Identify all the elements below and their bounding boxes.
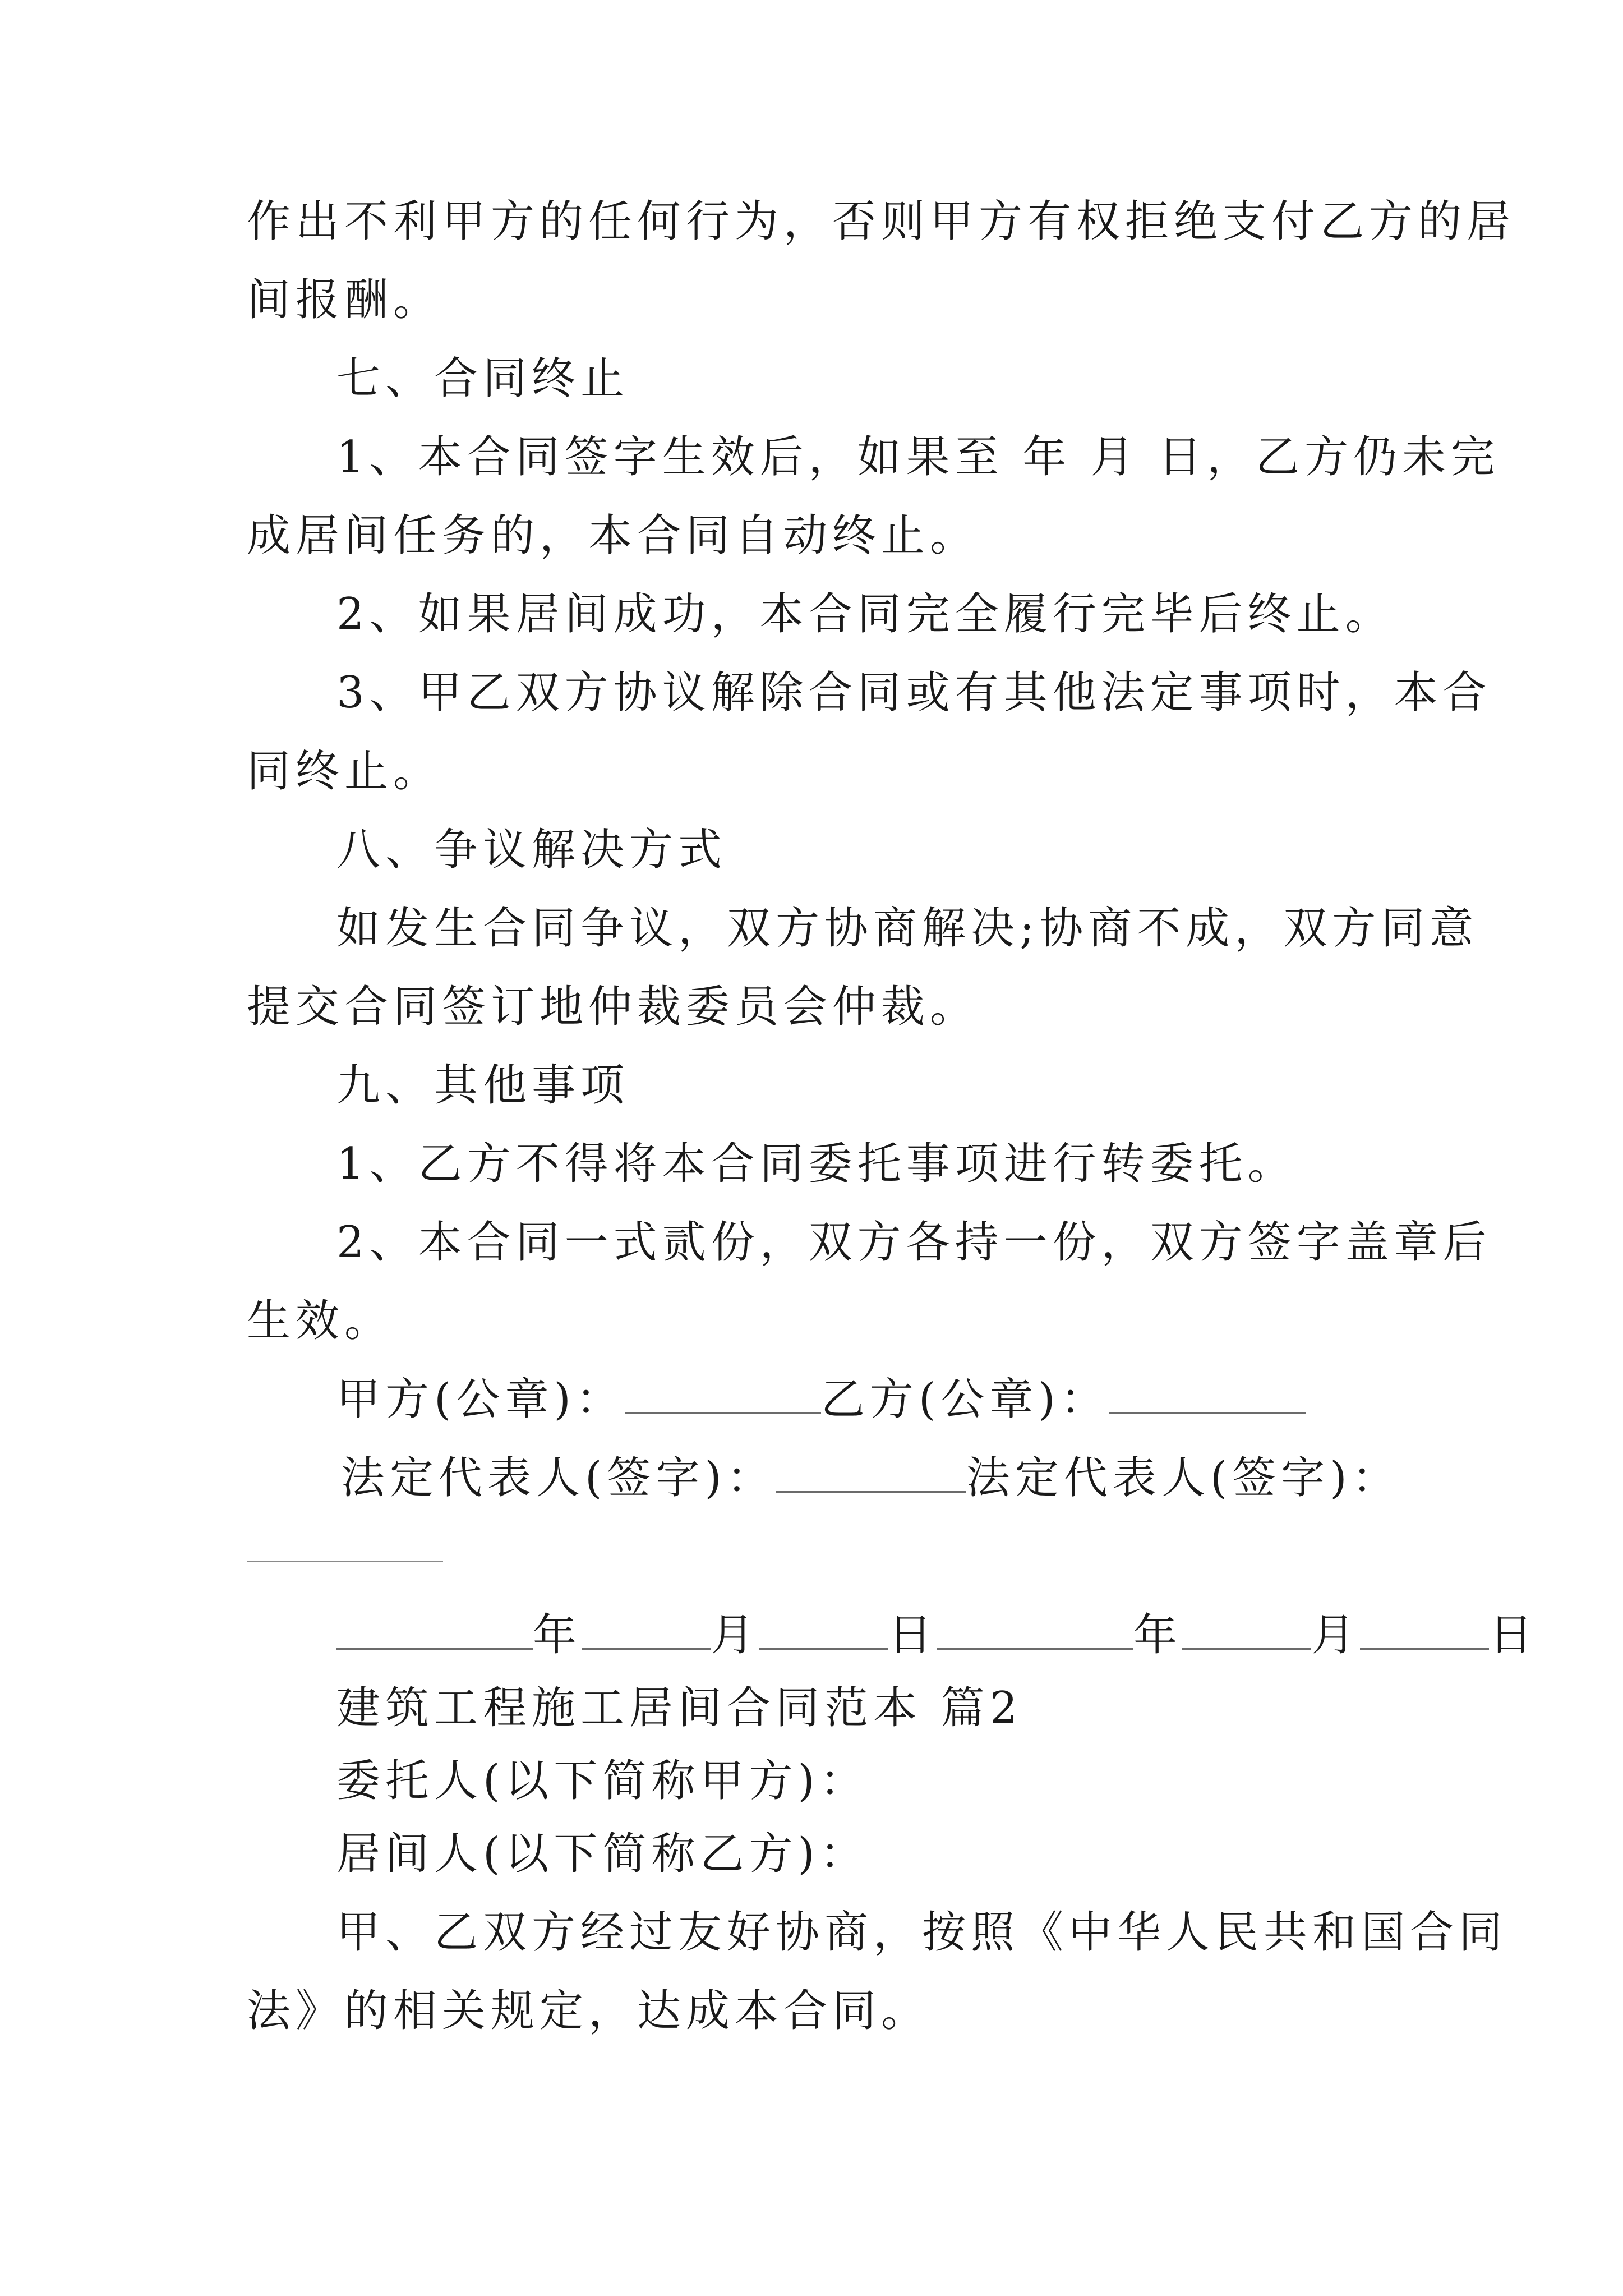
paragraph-line: 1、本合同签字生效后，如果至 年 月 日，乙方仍未完 [336, 432, 1500, 482]
day-label: 日 [888, 1610, 938, 1660]
party-a-year-blank [336, 1608, 533, 1650]
section-heading: 八、争议解决方式 [336, 825, 727, 875]
party-b-rep-label: 法定代表人(签字)： [966, 1453, 1401, 1503]
paragraph-line: 1、乙方不得将本合同委托事项进行转委托。 [336, 1139, 1297, 1189]
client-line: 委托人(以下简称甲方)： [336, 1756, 869, 1806]
party-b-rep-blank [247, 1559, 443, 1562]
party-b-seal-blank [1109, 1372, 1306, 1414]
party-a-month-blank [582, 1608, 711, 1650]
section-heading: 九、其他事项 [336, 1060, 630, 1111]
party-b-month-blank [1182, 1608, 1311, 1650]
day-label: 日 [1489, 1610, 1538, 1660]
party-a-seal-label: 甲方(公章)： [336, 1374, 625, 1425]
paragraph-line: 3、甲乙双方协议解除合同或有其他法定事项时，本合 [336, 668, 1492, 718]
party-a-rep-label: 法定代表人(签字)： [341, 1453, 776, 1503]
paragraph-line: 同终止。 [247, 746, 442, 797]
party-b-year-blank [937, 1608, 1133, 1650]
party-a-day-blank [759, 1608, 888, 1650]
paragraph-line: 2、本合同一式贰份，双方各持一份，双方签字盖章后 [336, 1217, 1492, 1268]
paragraph-line: 提交合同签订地仲裁委员会仲裁。 [247, 982, 979, 1032]
intermediary-line: 居间人(以下简称乙方)： [336, 1829, 869, 1879]
party-b-day-blank [1360, 1608, 1489, 1650]
month-label: 月 [1311, 1610, 1361, 1660]
paragraph-line: 法》的相关规定，达成本合同。 [247, 1986, 930, 2036]
paragraph-line: 如发生合同争议，双方协商解决;协商不成，双方同意 [336, 903, 1479, 954]
paragraph-line: 2、如果居间成功，本合同完全履行完毕后终止。 [336, 589, 1394, 639]
party-a-rep-blank [776, 1451, 966, 1493]
paragraph-line: 生效。 [247, 1296, 394, 1346]
paragraph-line: 甲、乙双方经过友好协商，按照《中华人民共和国合同 [336, 1907, 1508, 1958]
party-b-seal-label: 乙方(公章)： [820, 1374, 1109, 1425]
section-title: 建筑工程施工居间合同范本 篇2 [336, 1683, 1023, 1733]
paragraph-line: 作出不利甲方的任何行为，否则甲方有权拒绝支付乙方的居 [247, 196, 1516, 247]
month-label: 月 [711, 1610, 760, 1660]
year-label: 年 [533, 1610, 582, 1660]
section-heading: 七、合同终止 [336, 353, 630, 404]
seal-row [336, 1372, 1306, 1428]
year-label: 年 [1133, 1610, 1183, 1660]
paragraph-line: 成居间任务的，本合同自动终止。 [247, 510, 979, 561]
date-row [336, 1607, 1538, 1663]
representative-row [341, 1450, 1401, 1506]
party-a-seal-blank [625, 1372, 821, 1414]
paragraph-line: 间报酬。 [247, 275, 442, 325]
